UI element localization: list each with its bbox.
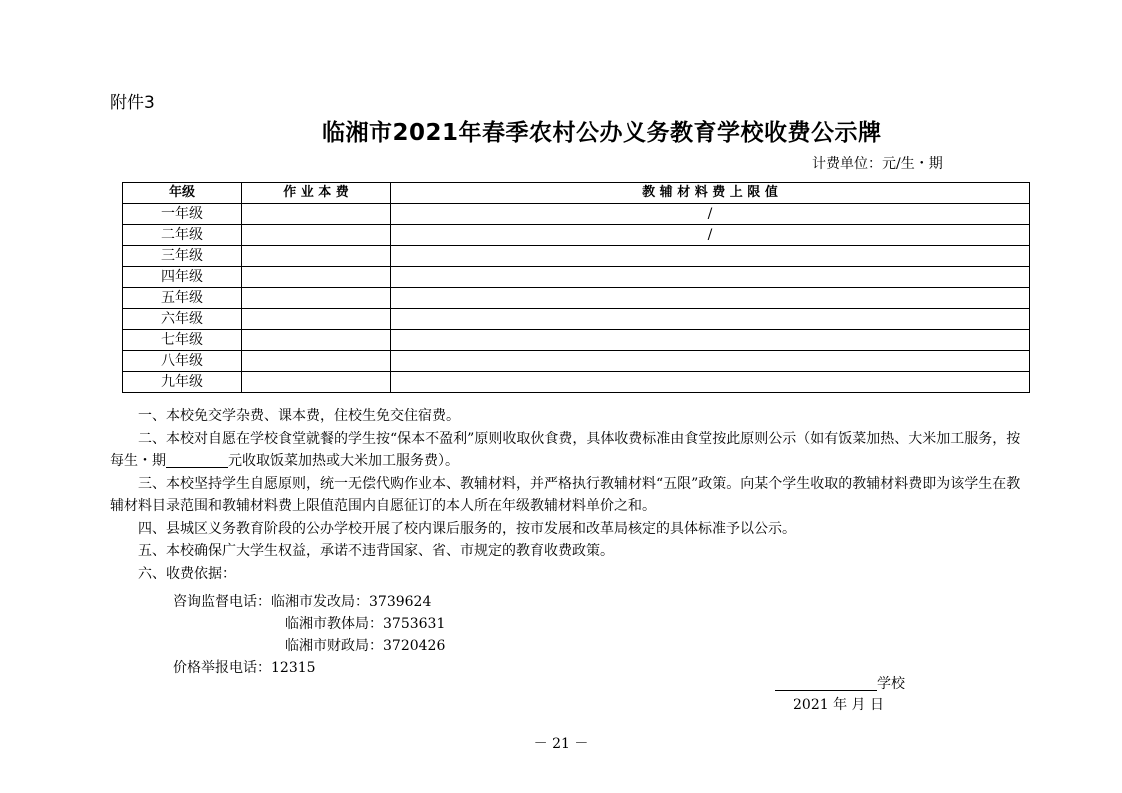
grade-cell: 五年级 [123, 288, 242, 309]
note-3: 三、本校坚持学生自愿原则，统一无偿代购作业本、教辅材料，并严格执行教辅材料“五限”政策。向某个学生收取的教辅材料费即为该学生在教辅材料目录范围和教辅材料费上限值范围内自愿征订的本人所在年级教辅材料单价之和。 [110, 475, 1021, 514]
contact-line: 临湘市财政局：3720426 [285, 638, 446, 654]
fee-table [122, 182, 1030, 393]
notes-section [110, 405, 1030, 585]
header-materials-cap: 教 辅 材 料 费 上 限 值 [391, 183, 1030, 204]
materials-cap-cell [391, 288, 1030, 309]
supervise-label: 咨询监督电话： [173, 594, 271, 610]
grade-cell: 八年级 [123, 351, 242, 372]
table-row [123, 288, 1030, 309]
workbook-fee-cell [242, 288, 391, 309]
grade-cell: 一年级 [123, 204, 242, 225]
note-2-text-a: 二、本校对自愿在学校食堂就餐的学生按“保本不盈利”原则收取伙食费，具体收费标准由食堂按此原则公示（如有饭菜加热、大米加工服务，按每生・期 [110, 430, 1021, 469]
table-row [123, 225, 1030, 246]
table-row [123, 330, 1030, 351]
materials-cap-cell [391, 267, 1030, 288]
grade-cell: 三年级 [123, 246, 242, 267]
table-row [123, 204, 1030, 225]
table-row [123, 267, 1030, 288]
contact-line: 临湘市教体局：3753631 [285, 616, 446, 632]
materials-cap-cell: / [391, 204, 1030, 225]
contact-row [173, 591, 445, 613]
workbook-fee-cell [242, 309, 391, 330]
note-2-text-b: 元收取饭菜加热或大米加工服务费）。 [228, 453, 459, 469]
workbook-fee-cell [242, 351, 391, 372]
school-suffix: 学校 [877, 676, 905, 692]
workbook-fee-cell [242, 267, 391, 288]
table-row [123, 351, 1030, 372]
table-row [123, 246, 1030, 267]
header-workbook-fee: 作 业 本 费 [242, 183, 391, 204]
workbook-fee-cell [242, 204, 391, 225]
note-4: 四、县城区义务教育阶段的公办学校开展了校内课后服务的，按市发展和改革局核定的具体标准予以公示。 [138, 520, 796, 537]
contact-row [173, 635, 445, 657]
workbook-fee-cell [242, 330, 391, 351]
note-1: 一、本校免交学杂费、课本费，住校生免交住宿费。 [138, 408, 460, 424]
materials-cap-cell [391, 246, 1030, 267]
grade-cell: 二年级 [123, 225, 242, 246]
table-row [123, 309, 1030, 330]
billing-unit: 计费单位：元/生・期 [812, 156, 943, 172]
school-signature [775, 673, 905, 693]
note-2 [110, 428, 1030, 473]
fee-blank-line [166, 453, 228, 468]
workbook-fee-cell [242, 372, 391, 393]
school-blank-line [775, 676, 877, 691]
report-line: 价格举报电话：12315 [173, 660, 316, 676]
materials-cap-cell [391, 309, 1030, 330]
note-5: 五、本校确保广大学生权益，承诺不违背国家、省、市规定的教育收费政策。 [138, 543, 614, 559]
materials-cap-cell: / [391, 225, 1030, 246]
contact-line: 临湘市发改局：3739624 [271, 594, 432, 610]
grade-cell: 九年级 [123, 372, 242, 393]
materials-cap-cell [391, 330, 1030, 351]
materials-cap-cell [391, 372, 1030, 393]
page-number: － 21 － [533, 736, 589, 752]
grade-cell: 七年级 [123, 330, 242, 351]
signature-date: 2021 年 月 日 [793, 697, 884, 713]
grade-cell: 四年级 [123, 267, 242, 288]
table-header-row [123, 183, 1030, 204]
grade-cell: 六年级 [123, 309, 242, 330]
table-row [123, 372, 1030, 393]
workbook-fee-cell [242, 246, 391, 267]
document-title: 临湘市2021年春季农村公办义务教育学校收费公示牌 [322, 120, 882, 146]
workbook-fee-cell [242, 225, 391, 246]
contact-section [173, 591, 445, 679]
materials-cap-cell [391, 351, 1030, 372]
attachment-label: 附件3 [110, 93, 155, 113]
contact-row [173, 613, 445, 635]
note-6: 六、收费依据： [138, 565, 236, 582]
header-grade: 年级 [123, 183, 242, 204]
